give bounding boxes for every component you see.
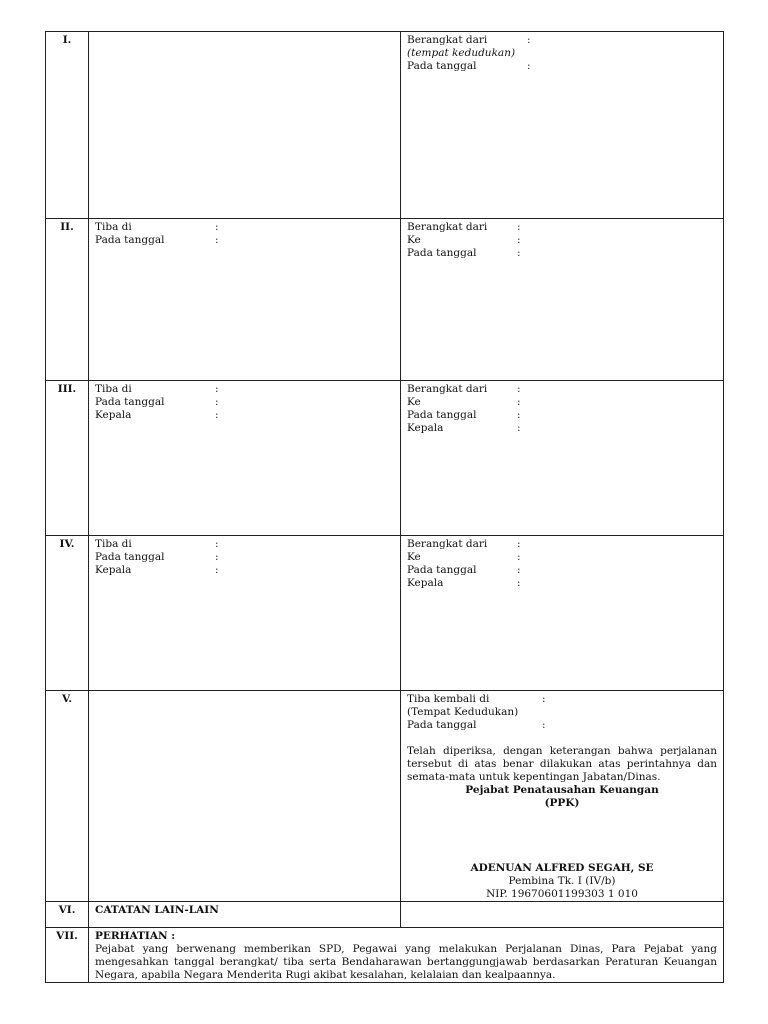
tiba-kembali-label: Tiba kembali di — [407, 693, 490, 705]
tanggal-label: Pada tanggal — [407, 564, 477, 576]
berangkat-label: Berangkat dari — [407, 538, 488, 550]
spd-back-form — [45, 31, 724, 983]
tanggal-label: Pada tanggal — [95, 234, 165, 246]
colon: : — [215, 221, 219, 233]
tiba-label: Tiba di — [95, 383, 132, 395]
tanggal-label: Pada tanggal — [95, 551, 165, 563]
tiba-label: Tiba di — [95, 538, 132, 550]
tanggal-label: Pada tanggal — [407, 409, 477, 421]
colon: : — [527, 60, 531, 72]
tiba-label: Tiba di — [95, 221, 132, 233]
colon: : — [215, 234, 219, 246]
perhatian-body: Pejabat yang berwenang memberikan SPD, Pegawai yang melakukan Perjalanan Dinas, Para Pejabat yang mengesahkan tanggal berangkat/ tiba serta Bendaharawan bertanggungjawab berdasarkan Peraturan Keuangan Negara, apabila Negara Menderita Rugi akibat kesalahan, kelalaian dan kealpaannya. — [95, 943, 717, 981]
colon: : — [215, 396, 219, 408]
section-4-left — [89, 536, 401, 691]
colon: : — [517, 396, 521, 408]
section-number: III. — [46, 381, 89, 536]
verification-statement: Telah diperiksa, dengan keterangan bahwa perjalanan tersebut di atas benar dilakukan atas perintahnya dan semata-mata untuk kepentingan Jabatan/Dinas. — [407, 745, 717, 783]
section-4-right — [401, 536, 724, 691]
berangkat-label: Berangkat dari — [407, 383, 488, 395]
colon: : — [215, 551, 219, 563]
ke-label: Ke — [407, 396, 421, 408]
section-3-left — [89, 381, 401, 536]
signer-rank: Pembina Tk. I (IV/b) — [508, 875, 616, 887]
section-2-right — [401, 219, 724, 381]
colon: : — [517, 422, 521, 434]
section-number: V. — [46, 691, 89, 902]
section-1-right — [401, 32, 724, 219]
section-3-right — [401, 381, 724, 536]
berangkat-label: Berangkat dari — [407, 34, 488, 46]
section-6-right — [401, 902, 724, 928]
colon: : — [215, 538, 219, 550]
section-row-1 — [46, 32, 724, 219]
section-5-left — [89, 691, 401, 902]
colon: : — [517, 234, 521, 246]
section-row-4 — [46, 536, 724, 691]
tanggal-label: Pada tanggal — [95, 396, 165, 408]
section-row-3 — [46, 381, 724, 536]
ke-label: Ke — [407, 551, 421, 563]
signer-name: ADENUAN ALFRED SEGAH, SE — [470, 862, 654, 874]
colon: : — [542, 719, 546, 731]
section-number: VI. — [46, 902, 89, 928]
section-number: II. — [46, 219, 89, 381]
colon: : — [215, 409, 219, 421]
tanggal-label: Pada tanggal — [407, 719, 477, 731]
section-2-left — [89, 219, 401, 381]
section-row-5 — [46, 691, 724, 902]
catatan-title: CATATAN LAIN-LAIN — [95, 904, 219, 916]
colon: : — [517, 577, 521, 589]
kepala-label: Kepala — [95, 409, 132, 421]
section-number: IV. — [46, 536, 89, 691]
colon: : — [517, 247, 521, 259]
signer-nip: NIP. 19670601199303 1 010 — [486, 888, 638, 900]
section-number: VII. — [46, 928, 89, 983]
colon: : — [517, 564, 521, 576]
tanggal-label: Pada tanggal — [407, 247, 477, 259]
colon: : — [527, 34, 531, 46]
colon: : — [517, 409, 521, 421]
colon: : — [215, 383, 219, 395]
colon: : — [517, 538, 521, 550]
ke-label: Ke — [407, 234, 421, 246]
tempat-kedudukan-note: (Tempat Kedudukan) — [407, 706, 519, 718]
colon: : — [517, 221, 521, 233]
official-title: Pejabat Penatausahan Keuangan — [465, 784, 659, 796]
kepala-label: Kepala — [407, 577, 444, 589]
section-number: I. — [46, 32, 89, 219]
section-row-2 — [46, 219, 724, 381]
berangkat-label: Berangkat dari — [407, 221, 488, 233]
colon: : — [517, 383, 521, 395]
colon: : — [517, 551, 521, 563]
tempat-kedudukan-note: (tempat kedudukan) — [407, 47, 516, 59]
colon: : — [542, 693, 546, 705]
section-5-right — [401, 691, 724, 902]
colon: : — [215, 564, 219, 576]
kepala-label: Kepala — [95, 564, 132, 576]
perhatian-title: PERHATIAN : — [95, 930, 176, 942]
section-row-6 — [46, 902, 724, 928]
tanggal-label: Pada tanggal — [407, 60, 477, 72]
official-abbr: (PPK) — [544, 797, 580, 809]
section-1-left — [89, 32, 401, 219]
section-7-content — [89, 928, 724, 983]
section-6-left — [89, 902, 401, 928]
section-row-7 — [46, 928, 724, 983]
kepala-label: Kepala — [407, 422, 444, 434]
